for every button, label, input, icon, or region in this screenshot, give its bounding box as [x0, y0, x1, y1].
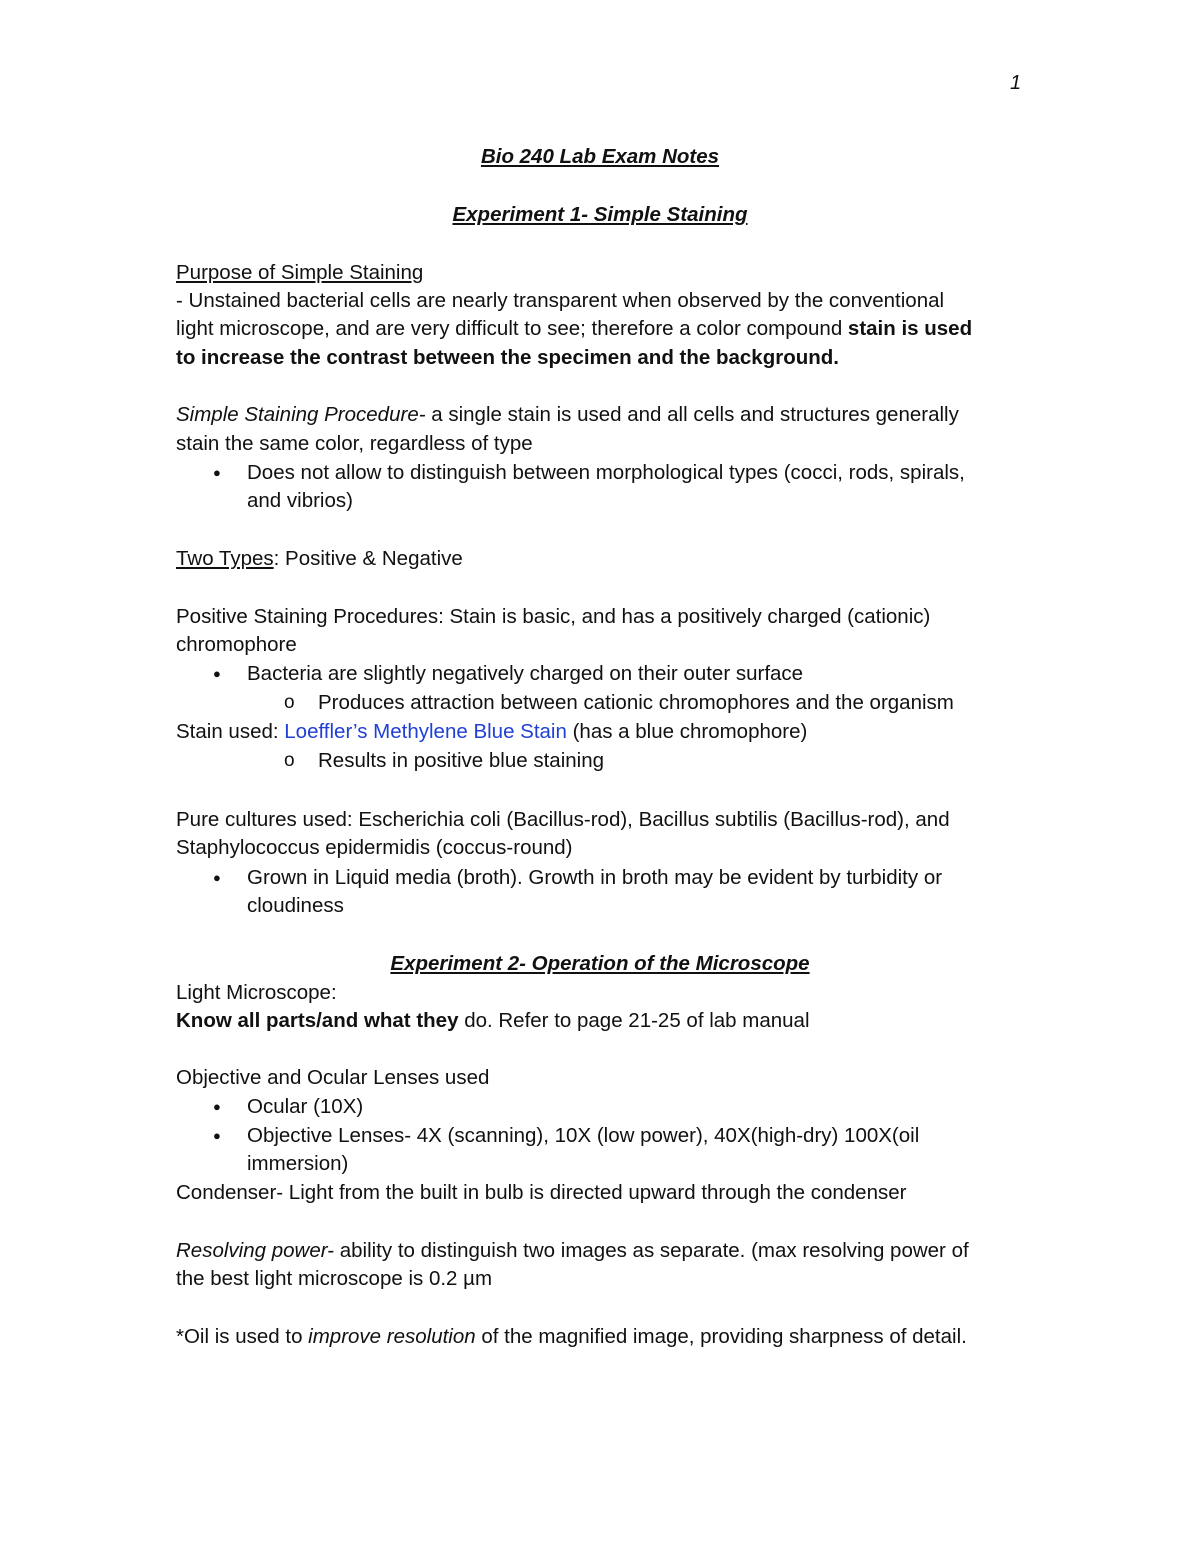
two-types-label: Two Types: [176, 547, 274, 570]
stain-sub-bullet: o Results in positive blue staining: [318, 747, 604, 775]
purpose-line-1: - Unstained bacterial cells are nearly transparent when observed by the conventional: [176, 289, 945, 312]
experiment-2-heading: Experiment 2- Operation of the Microscope: [390, 952, 810, 975]
positive-line-2: chromophore: [176, 633, 297, 656]
purpose-line-2-text: light microscope, and are very difficult to see; therefore a color compound: [176, 317, 848, 340]
purpose-line-2: [176, 315, 972, 343]
procedure-line-1: [176, 401, 959, 429]
stain-used-line: [176, 718, 807, 746]
cultures-line-1: Pure cultures used: Escherichia coli (Bacillus-rod), Bacillus subtilis (Bacillus-rod), and: [176, 808, 950, 831]
oil-text-a: *Oil is used to: [176, 1325, 309, 1348]
experiment-1-heading: Experiment 1- Simple Staining: [452, 203, 748, 226]
lenses-heading: Objective and Ocular Lenses used: [176, 1066, 490, 1089]
cultures-line-2: Staphylococcus epidermidis (coccus-round): [176, 836, 573, 859]
resolving-line-2: the best light microscope is 0.2 µm: [176, 1267, 493, 1290]
objective-bullet-cont: immersion): [247, 1152, 349, 1175]
oil-line: [176, 1323, 967, 1351]
know-parts-bold: Know all parts/and what they: [176, 1009, 465, 1032]
stain-rest: (has a blue chromophore): [566, 720, 808, 743]
positive-sub-bullet: o Produces attraction between cationic chromophores and the organism: [318, 689, 954, 717]
light-microscope-line: Light Microscope:: [176, 981, 337, 1004]
procedure-definition: a single stain is used and all cells and structures generally: [425, 403, 959, 426]
resolving-definition: ability to distinguish two images as separate. (max resolving power of: [334, 1239, 969, 1262]
procedure-term: Simple Staining Procedure-: [176, 403, 426, 426]
stain-name: Loeffler’s Methylene Blue Stain: [284, 720, 567, 743]
ocular-bullet: ● Ocular (10X): [247, 1093, 363, 1121]
procedure-bullet: ● Does not allow to distinguish between morphological types (cocci, rods, spirals,: [247, 459, 965, 487]
purpose-line-3: to increase the contrast between the specimen and the background.: [176, 346, 839, 369]
document-title: Bio 240 Lab Exam Notes: [480, 145, 720, 168]
procedure-line-2: stain the same color, regardless of type: [176, 432, 533, 455]
know-parts-rest: do. Refer to page 21-25 of lab manual: [464, 1009, 810, 1032]
condenser-line: Condenser- Light from the built in bulb is directed upward through the condenser: [176, 1181, 907, 1204]
oil-text-italic: improve resolution: [308, 1325, 476, 1348]
oil-text-c: of the magnified image, providing sharpness of detail.: [475, 1325, 967, 1348]
stain-used-label: Stain used:: [176, 720, 285, 743]
purpose-line-2-bold: stain is used: [847, 317, 973, 340]
positive-line-1: Positive Staining Procedures: Stain is basic, and has a positively charged (cationic): [176, 605, 931, 628]
objective-bullet: ● Objective Lenses- 4X (scanning), 10X (low power), 40X(high-dry) 100X(oil: [247, 1122, 919, 1150]
procedure-bullet-cont: and vibrios): [247, 489, 353, 512]
two-types-rest: : Positive & Negative: [273, 547, 463, 570]
cultures-bullet: ● Grown in Liquid media (broth). Growth in broth may be evident by turbidity or: [247, 864, 942, 892]
resolving-term: Resolving power-: [176, 1239, 335, 1262]
page-number: 1: [1010, 72, 1022, 94]
resolving-line-1: [176, 1237, 969, 1265]
positive-bullet: ● Bacteria are slightly negatively charged on their outer surface: [247, 660, 803, 688]
cultures-bullet-cont: cloudiness: [247, 894, 344, 917]
know-parts-line: [176, 1007, 810, 1035]
purpose-heading: Purpose of Simple Staining: [176, 261, 424, 284]
two-types-line: [176, 545, 463, 573]
